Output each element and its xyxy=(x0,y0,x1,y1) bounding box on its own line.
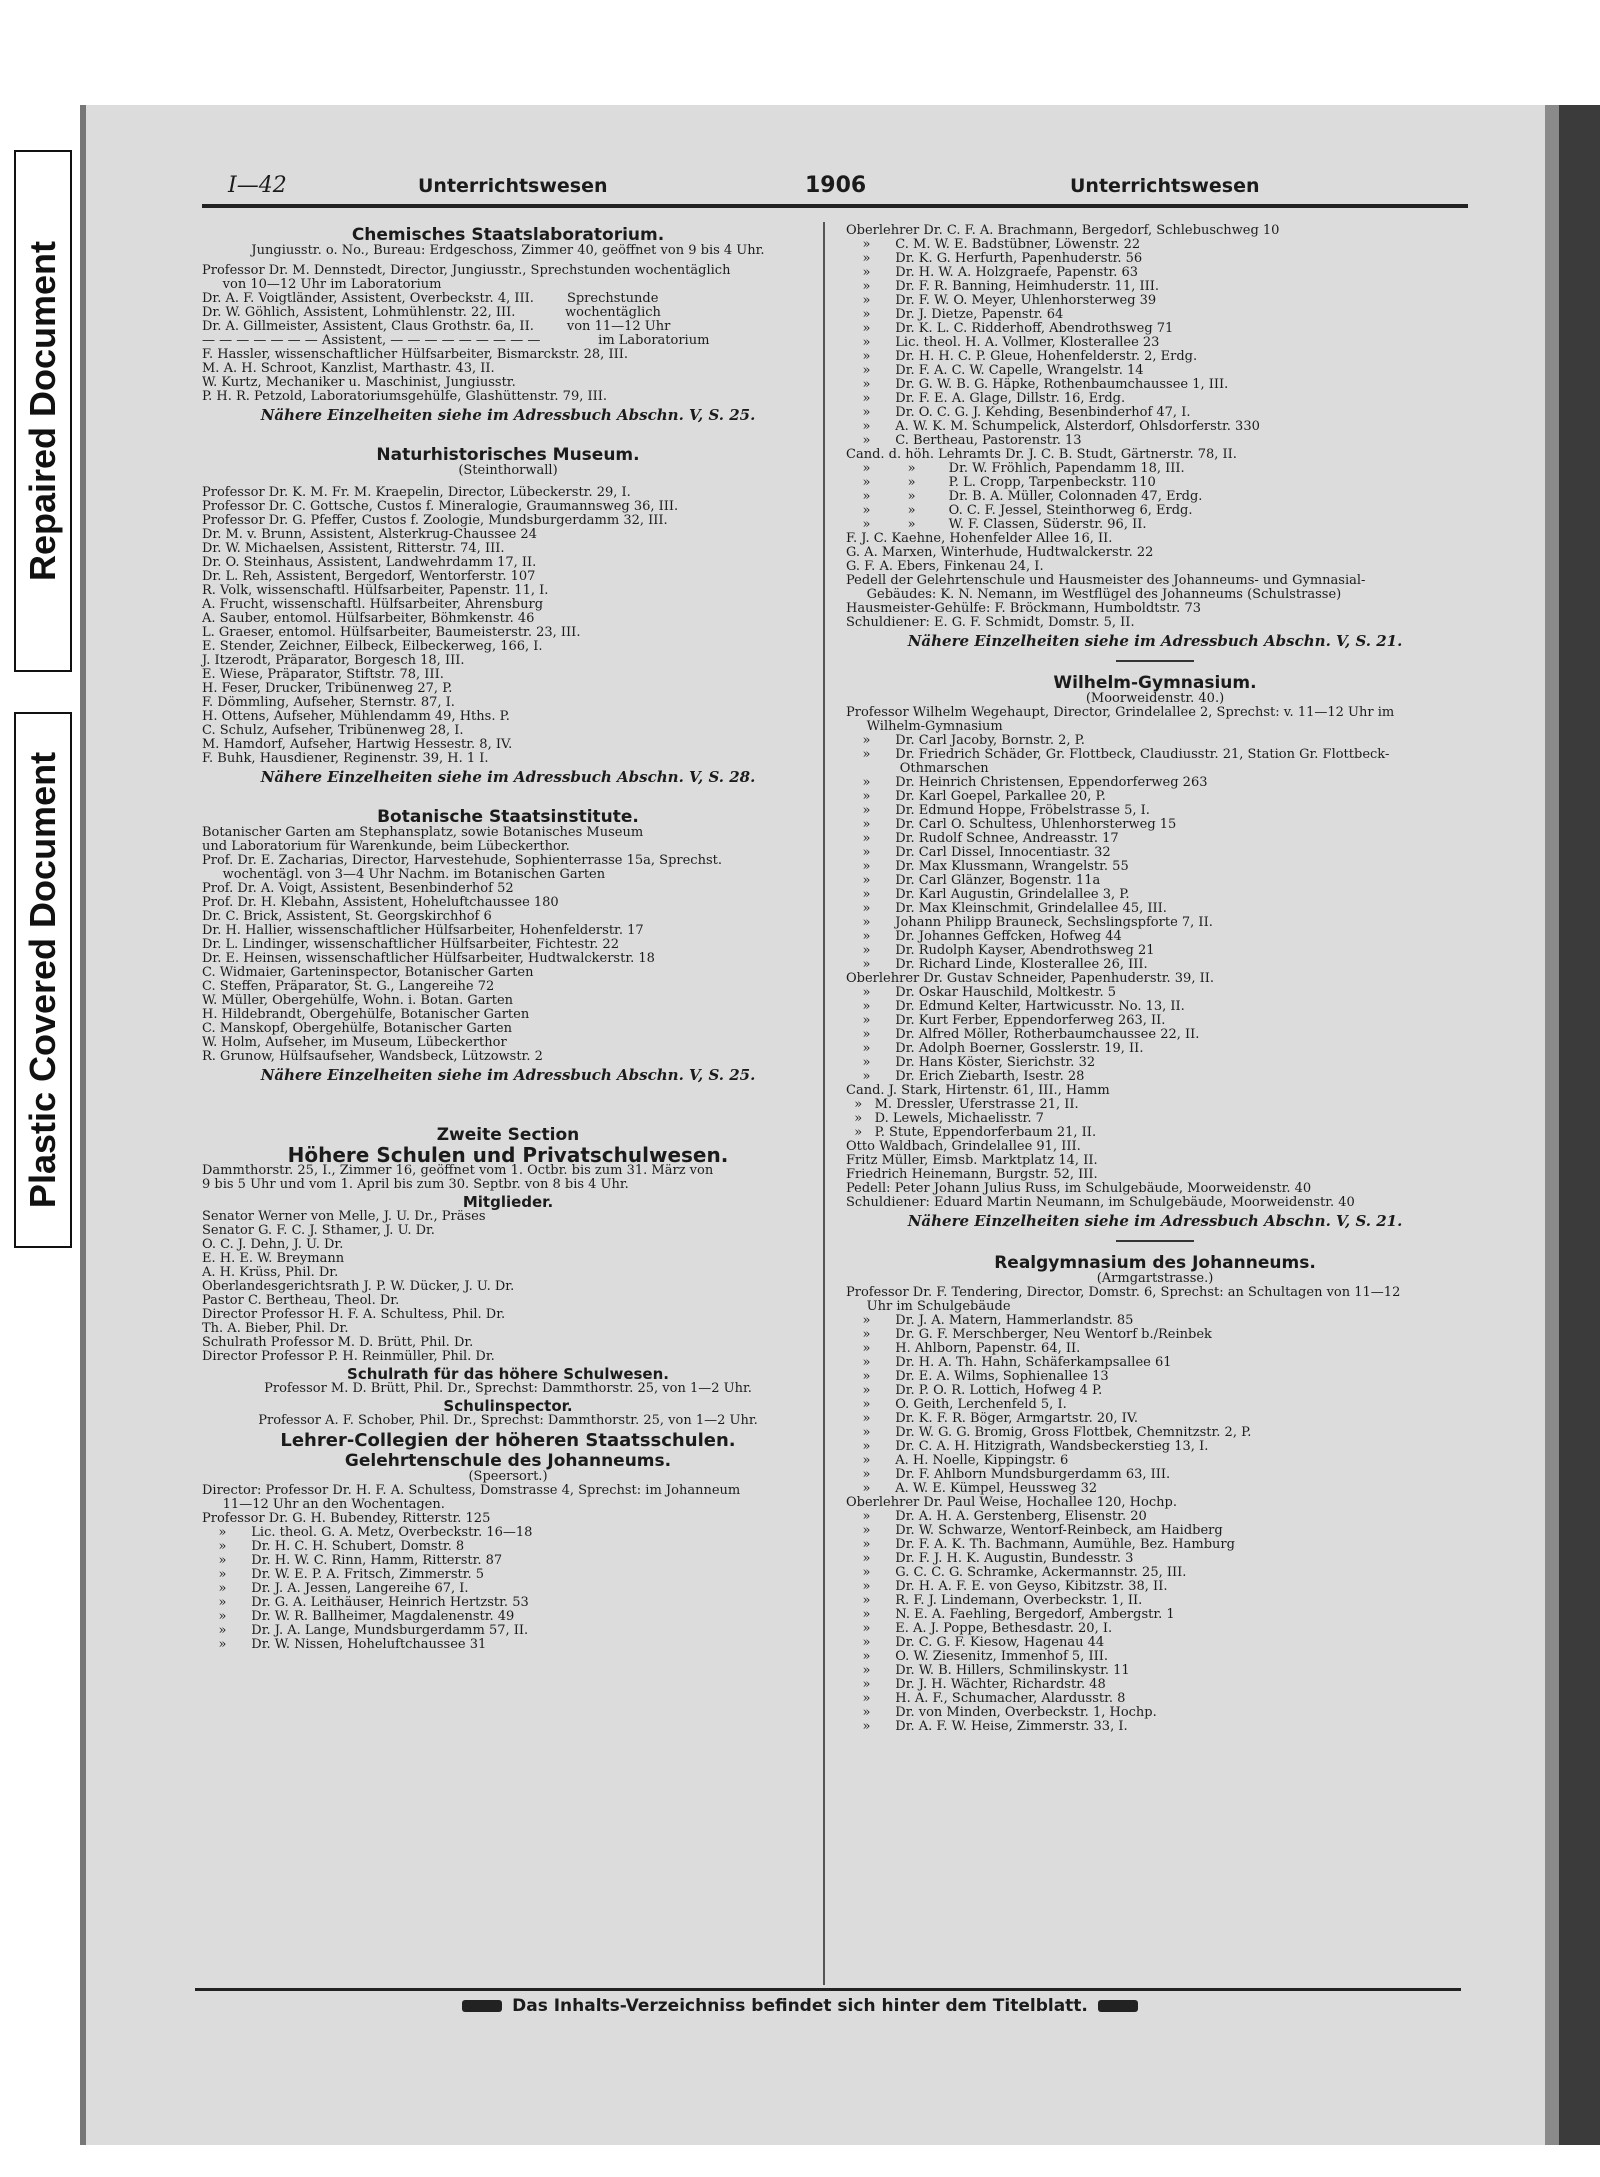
entry-line: » Dr. H. W. A. Holzgraefe, Papenstr. 63 xyxy=(846,265,1139,280)
entry-line: Othmarschen xyxy=(846,761,989,776)
entry-line: F. Dömmling, Aufseher, Sternstr. 87, I. xyxy=(202,695,455,710)
entry-line: » P. Stute, Eppendorferbaum 21, II. xyxy=(846,1125,1097,1140)
chem-ref: Nähere Einzelheiten siehe im Adressbuch Abschn. V, S. 25. xyxy=(260,406,756,424)
gelehrten-sub: (Speersort.) xyxy=(468,1469,548,1484)
entry-line: Dr. E. Heinsen, wissenschaftlicher Hülfsarbeiter, Hudtwalckerstr. 18 xyxy=(202,951,655,966)
entry-line: Oberlehrer Dr. Paul Weise, Hochallee 120, Hochp. xyxy=(846,1495,1177,1510)
plastic-covered-label: Plastic Covered Document xyxy=(22,751,63,1209)
entry-line: » Dr. Hans Köster, Sierichstr. 32 xyxy=(846,1055,1096,1070)
entry-line: » Dr. K. G. Herfurth, Papenhuderstr. 56 xyxy=(846,251,1143,266)
entry-line: » Dr. H. A. Th. Hahn, Schäferkampsallee 61 xyxy=(846,1355,1172,1370)
entry-line: » Dr. J. A. Jessen, Langereihe 67, I. xyxy=(202,1581,469,1596)
entry-line: Oberlandesgerichtsrath J. P. W. Dücker, J. U. Dr. xyxy=(202,1279,515,1294)
entry-line: H. Ottens, Aufseher, Mühlendamm 49, Hths. P. xyxy=(202,709,510,724)
entry-line: » Dr. Max Klussmann, Wrangelstr. 55 xyxy=(846,859,1129,874)
entry-line: » Lic. theol. H. A. Vollmer, Klosterallee 23 xyxy=(846,335,1160,350)
entry-line: und Laboratorium für Warenkunde, beim Lübeckerthor. xyxy=(202,839,570,854)
page-right-edge xyxy=(1545,105,1559,2145)
entry-line: Dr. L. Reh, Assistent, Bergedorf, Wentorferstr. 107 xyxy=(202,569,536,584)
entry-line: » Dr. Erich Ziebarth, Isestr. 28 xyxy=(846,1069,1085,1084)
entry-line: Prof. Dr. H. Klebahn, Assistent, Hoheluftchaussee 180 xyxy=(202,895,559,910)
entry-line: » Dr. G. W. B. G. Häpke, Rothenbaumchaussee 1, III. xyxy=(846,377,1229,392)
entry-line: C. Steffen, Präparator, St. G., Langereihe 72 xyxy=(202,979,495,994)
chem-list xyxy=(202,264,814,404)
entry-line: E. Wiese, Präparator, Stiftstr. 78, III. xyxy=(202,667,444,682)
entry-line: » Dr. F. A. C. W. Capelle, Wrangelstr. 14 xyxy=(846,363,1144,378)
entry-line: P. H. R. Petzold, Laboratoriumsgehülfe, Glashüttenstr. 79, III. xyxy=(202,389,608,404)
entry-line: F. Buhk, Hausdiener, Reginenstr. 39, H. 1 I. xyxy=(202,751,489,766)
entry-line: » R. F. J. Lindemann, Overbeckstr. 1, II. xyxy=(846,1593,1143,1608)
entry-line: » Dr. F. R. Banning, Heimhuderstr. 11, III. xyxy=(846,279,1160,294)
museum-ref: Nähere Einzelheiten siehe im Adressbuch Abschn. V, S. 28. xyxy=(260,768,756,786)
entry-line: » » Dr. B. A. Müller, Colonnaden 47, Erdg. xyxy=(846,489,1203,504)
entry-line: Otto Waldbach, Grindelallee 91, III. xyxy=(846,1139,1081,1154)
entry-line: Friedrich Heinemann, Burgstr. 52, III. xyxy=(846,1167,1098,1182)
entry-line: » Dr. O. C. G. J. Kehding, Besenbinderhof 47, I. xyxy=(846,405,1191,420)
real-list xyxy=(846,1286,1464,1734)
entry-line: W. Kurtz, Mechaniker u. Maschinist, Jungiusstr. xyxy=(202,375,516,390)
entry-line: » Dr. W. G. G. Bromig, Gross Flottbek, Chemnitzstr. 2, P. xyxy=(846,1425,1252,1440)
entry-line: Oberlehrer Dr. Gustav Schneider, Papenhuderstr. 39, II. xyxy=(846,971,1214,986)
entry-line: » Dr. P. O. R. Lottich, Hofweg 4 P. xyxy=(846,1383,1103,1398)
entry-line: » Dr. H. H. C. P. Gleue, Hohenfelderstr. 2, Erdg. xyxy=(846,349,1198,364)
entry-line: » Dr. F. W. O. Meyer, Uhlenhorsterweg 39 xyxy=(846,293,1157,308)
entry-line: » Dr. Edmund Kelter, Hartwicusstr. No. 13, II. xyxy=(846,999,1185,1014)
schulrath-line: Professor M. D. Brütt, Phil. Dr., Sprechst: Dammthorstr. 25, von 1—2 Uhr. xyxy=(264,1381,752,1396)
entry-line: Dr. W. Michaelsen, Assistent, Ritterstr. 74, III. xyxy=(202,541,505,556)
entry-line: » Dr. A. F. W. Heise, Zimmerstr. 33, I. xyxy=(846,1719,1128,1734)
entry-line: » Dr. Friedrich Schäder, Gr. Flottbeck, Claudiusstr. 21, Station Gr. Flottbeck- xyxy=(846,747,1390,762)
wilhelm-ref: Nähere Einzelheiten siehe im Adressbuch Abschn. V, S. 21. xyxy=(907,1212,1403,1230)
entry-line: » Dr. W. R. Ballheimer, Magdalenenstr. 49 xyxy=(202,1609,515,1624)
entry-line: Gebäudes: K. N. Nemann, im Westflügel des Johanneums (Schulstrasse) xyxy=(846,587,1342,602)
entry-line: H. Hildebrandt, Obergehülfe, Botanischer Garten xyxy=(202,1007,530,1022)
entry-line: » A. H. Noelle, Kippingstr. 6 xyxy=(846,1453,1069,1468)
pointing-hand-icon xyxy=(1098,2000,1138,2012)
gelehrten-list xyxy=(202,1484,814,1652)
separator xyxy=(1116,1240,1194,1242)
entry-line: A. Frucht, wissenschaftl. Hülfsarbeiter, Ahrensburg xyxy=(202,597,544,612)
entry-line: » Dr. F. E. A. Glage, Dillstr. 16, Erdg. xyxy=(846,391,1126,406)
entry-line: » Dr. K. L. C. Ridderhoff, Abendrothsweg 71 xyxy=(846,321,1174,336)
entry-line: Schulrath Professor M. D. Brütt, Phil. Dr. xyxy=(202,1335,474,1350)
entry-line: A. H. Krüss, Phil. Dr. xyxy=(202,1265,339,1280)
entry-line: » Dr. von Minden, Overbeckstr. 1, Hochp. xyxy=(846,1705,1157,1720)
entry-line: Dr. A. F. Voigtländer, Assistent, Overbeckstr. 4, III. Sprechstunde xyxy=(202,291,659,306)
entry-line: » Dr. Johannes Geffcken, Hofweg 44 xyxy=(846,929,1122,944)
entry-line: Professor Dr. C. Gottsche, Custos f. Mineralogie, Graumannsweg 36, III. xyxy=(202,499,679,514)
botanik-title: Botanische Staatsinstitute. xyxy=(377,807,639,827)
entry-line: H. Feser, Drucker, Tribünenweg 27, P. xyxy=(202,681,453,696)
museum-list xyxy=(202,486,814,766)
entry-line: Professor Dr. K. M. Fr. M. Kraepelin, Director, Lübeckerstr. 29, I. xyxy=(202,485,631,500)
entry-line: Pastor C. Bertheau, Theol. Dr. xyxy=(202,1293,400,1308)
entry-line: » Dr. J. A. Lange, Mundsburgerdamm 57, II. xyxy=(202,1623,529,1638)
entry-line: M. A. H. Schroot, Kanzlist, Marthastr. 43, II. xyxy=(202,361,495,376)
entry-line: » Dr. Richard Linde, Klosterallee 26, III. xyxy=(846,957,1148,972)
entry-line: Dr. O. Steinhaus, Assistent, Landwehrdamm 17, II. xyxy=(202,555,537,570)
entry-line: R. Grunow, Hülfsaufseher, Wandsbeck, Lützowstr. 2 xyxy=(202,1049,543,1064)
entry-line: Professor Dr. G. Pfeffer, Custos f. Zoologie, Mundsburgerdamm 32, III. xyxy=(202,513,668,528)
entry-line: Schuldiener: E. G. F. Schmidt, Domstr. 5, II. xyxy=(846,615,1135,630)
entry-line: » Dr. A. H. A. Gerstenberg, Elisenstr. 20 xyxy=(846,1509,1147,1524)
entry-line: » D. Lewels, Michaelisstr. 7 xyxy=(846,1111,1044,1126)
entry-line: » Dr. C. A. H. Hitzigrath, Wandsbeckerstieg 13, I. xyxy=(846,1439,1209,1454)
entry-line: Senator G. F. C. J. Sthamer, J. U. Dr. xyxy=(202,1223,435,1238)
entry-line: Director Professor H. F. A. Schultess, Phil. Dr. xyxy=(202,1307,506,1322)
inspector-title: Schulinspector. xyxy=(443,1397,573,1415)
entry-line: F. Hassler, wissenschaftlicher Hülfsarbeiter, Bismarckstr. 28, III. xyxy=(202,347,628,362)
entry-line: » Dr. W. B. Hillers, Schmilinskystr. 11 xyxy=(846,1663,1130,1678)
entry-line: » » W. F. Classen, Süderstr. 96, II. xyxy=(846,517,1147,532)
entry-line: » Dr. H. A. F. E. von Geyso, Kibitzstr. 38, II. xyxy=(846,1579,1168,1594)
botanik-list xyxy=(202,826,814,1064)
entry-line: » Dr. F. Ahlborn Mundsburgerdamm 63, III. xyxy=(846,1467,1171,1482)
entry-line: von 10—12 Uhr im Laboratorium xyxy=(202,277,442,292)
botanik-ref: Nähere Einzelheiten siehe im Adressbuch Abschn. V, S. 25. xyxy=(260,1066,756,1084)
entry-line: » Dr. Rudolf Schnee, Andreasstr. 17 xyxy=(846,831,1119,846)
entry-line: Dr. C. Brick, Assistent, St. Georgskirchhof 6 xyxy=(202,909,492,924)
right-column xyxy=(846,224,1464,1734)
entry-line: » Dr. F. J. H. K. Augustin, Bundesstr. 3 xyxy=(846,1551,1134,1566)
entry-line: » A. W. K. M. Schumpelick, Alsterdorf, Ohlsdorferstr. 330 xyxy=(846,419,1260,434)
gelehrten-ref: Nähere Einzelheiten siehe im Adressbuch Abschn. V, S. 21. xyxy=(907,632,1403,650)
entry-line: Th. A. Bieber, Phil. Dr. xyxy=(202,1321,349,1336)
entry-line: Schuldiener: Eduard Martin Neumann, im Schulgebäude, Moorweidenstr. 40 xyxy=(846,1195,1355,1210)
entry-line: Dr. A. Gillmeister, Assistent, Claus Grothstr. 6a, II. von 11—12 Uhr xyxy=(202,319,671,334)
museum-sub: (Steinthorwall) xyxy=(458,463,558,478)
real-sub: (Armgartstrasse.) xyxy=(1096,1271,1214,1286)
entry-line: C. Schulz, Aufseher, Tribünenweg 28, I. xyxy=(202,723,464,738)
entry-line: Prof. Dr. E. Zacharias, Director, Harvestehude, Sophienterrasse 15a, Sprechst. xyxy=(202,853,722,868)
entry-line: » » P. L. Cropp, Tarpenbeckstr. 110 xyxy=(846,475,1156,490)
wilhelm-title: Wilhelm-Gymnasium. xyxy=(1053,673,1257,693)
wilhelm-sub: (Moorweidenstr. 40.) xyxy=(1085,691,1225,706)
separator xyxy=(1116,660,1194,662)
entry-line: Professor Dr. M. Dennstedt, Director, Jungiusstr., Sprechstunden wochentäglich xyxy=(202,263,731,278)
chem-address: Jungiusstr. o. No., Bureau: Erdgeschoss, Zimmer 40, geöffnet von 9 bis 4 Uhr. xyxy=(251,243,765,258)
entry-line: Professor Dr. F. Tendering, Director, Domstr. 6, Sprechst: an Schultagen von 11—12 xyxy=(846,1285,1401,1300)
entry-line: Prof. Dr. A. Voigt, Assistent, Besenbinderhof 52 xyxy=(202,881,514,896)
entry-line: » Dr. Carl Dissel, Innocentiastr. 32 xyxy=(846,845,1111,860)
entry-line: » Johann Philipp Brauneck, Sechslingspforte 7, II. xyxy=(846,915,1213,930)
gelehrten-title: Gelehrtenschule des Johanneums. xyxy=(344,1451,672,1471)
pointing-hand-icon xyxy=(462,2000,502,2012)
scan-dark-margin xyxy=(1559,105,1600,2145)
entry-line: Pedell der Gelehrtenschule und Hausmeister des Johanneums- und Gymnasial- xyxy=(846,573,1366,588)
entry-line: » Dr. E. A. Wilms, Sophienallee 13 xyxy=(846,1369,1109,1384)
entry-line: F. J. C. Kaehne, Hohenfelder Allee 16, II. xyxy=(846,531,1113,546)
entry-line: » Dr. G. A. Leithäuser, Heinrich Hertzstr. 53 xyxy=(202,1595,529,1610)
entry-line: R. Volk, wissenschaftl. Hülfsarbeiter, Papenstr. 11, I. xyxy=(202,583,549,598)
inspector-line: Professor A. F. Schober, Phil. Dr., Sprechst: Dammthorstr. 25, von 1—2 Uhr. xyxy=(258,1413,758,1428)
entry-line: Dammthorstr. 25, I., Zimmer 16, geöffnet vom 1. Octbr. bis zum 31. März von xyxy=(202,1163,714,1178)
entry-line: Hausmeister-Gehülfe: F. Bröckmann, Humboldtstr. 73 xyxy=(846,601,1201,616)
entry-line: » Dr. Kurt Ferber, Eppendorferweg 263, II. xyxy=(846,1013,1166,1028)
members-list xyxy=(202,1210,814,1364)
entry-line: Dr. H. Hallier, wissenschaftlicher Hülfsarbeiter, Hohenfelderstr. 17 xyxy=(202,923,644,938)
entry-line: » Dr. Heinrich Christensen, Eppendorferweg 263 xyxy=(846,775,1208,790)
entry-line: C. Manskopf, Obergehülfe, Botanischer Garten xyxy=(202,1021,512,1036)
entry-line: » A. W. E. Kümpel, Heussweg 32 xyxy=(846,1481,1098,1496)
entry-line: » Dr. Edmund Hoppe, Fröbelstrasse 5, I. xyxy=(846,803,1150,818)
real-title: Realgymnasium des Johanneums. xyxy=(994,1253,1316,1273)
entry-line: G. A. Marxen, Winterhude, Hudtwalckerstr. 22 xyxy=(846,545,1154,560)
entry-line: Botanischer Garten am Stephansplatz, sowie Botanisches Museum xyxy=(202,825,644,840)
header-rule xyxy=(202,204,1468,208)
entry-line: » Dr. Oskar Hauschild, Moltkestr. 5 xyxy=(846,985,1117,1000)
chem-title: Chemisches Staatslaboratorium. xyxy=(351,225,665,245)
entry-line: Dr. W. Göhlich, Assistent, Lohmühlenstr. 22, III. wochentäglich xyxy=(202,305,661,320)
entry-line: » Dr. G. F. Merschberger, Neu Wentorf b./Reinbek xyxy=(846,1327,1212,1342)
entry-line: » Dr. F. A. K. Th. Bachmann, Aumühle, Bez. Hamburg xyxy=(846,1537,1235,1552)
schulrath-title: Schulrath für das höhere Schulwesen. xyxy=(347,1365,669,1383)
entry-line: Cand. d. höh. Lehramts Dr. J. C. B. Studt, Gärtnerstr. 78, II. xyxy=(846,447,1237,462)
entry-line: wochentägl. von 3—4 Uhr Nachm. im Botanischen Garten xyxy=(202,867,606,882)
section-title: Zweite Section xyxy=(436,1125,580,1145)
wilhelm-list xyxy=(846,706,1464,1210)
column-divider xyxy=(823,222,825,1985)
footer-note xyxy=(0,1996,1600,2016)
entry-line: 9 bis 5 Uhr und vom 1. April bis zum 30. Septbr. von 8 bis 4 Uhr. xyxy=(202,1177,629,1192)
entry-line: 11—12 Uhr an den Wochentagen. xyxy=(202,1497,445,1512)
members-title: Mitglieder. xyxy=(462,1193,554,1211)
entry-line: J. Itzerodt, Präparator, Borgesch 18, III. xyxy=(202,653,465,668)
section-subtitle: Höhere Schulen und Privatschulwesen. xyxy=(287,1143,729,1167)
entry-line: » Dr. J. A. Matern, Hammerlandstr. 85 xyxy=(846,1313,1134,1328)
left-column xyxy=(202,222,814,1652)
entry-line: » Dr. Carl Jacoby, Bornstr. 2, P. xyxy=(846,733,1085,748)
entry-line: » » Dr. W. Fröhlich, Papendamm 18, III. xyxy=(846,461,1185,476)
header-year: 1906 xyxy=(805,173,867,198)
entry-line: — — — — — — — Assistent, — — — — — — — — — im Laboratorium xyxy=(202,333,710,348)
entry-line: Dr. M. v. Brunn, Assistent, Alsterkrug-Chaussee 24 xyxy=(202,527,537,542)
entry-line: » Dr. Carl O. Schultess, Uhlenhorsterweg 15 xyxy=(846,817,1177,832)
entry-line: » Dr. W. Nissen, Hoheluftchaussee 31 xyxy=(202,1637,487,1652)
entry-line: » Dr. J. H. Wächter, Richardstr. 48 xyxy=(846,1677,1106,1692)
entry-line: » Dr. C. G. F. Kiesow, Hagenau 44 xyxy=(846,1635,1105,1650)
entry-line: » Dr. Max Kleinschmit, Grindelallee 45, III. xyxy=(846,901,1167,916)
entry-line: » Dr. Karl Augustin, Grindelallee 3, P. xyxy=(846,887,1130,902)
entry-line: » Dr. K. F. R. Böger, Armgartstr. 20, IV. xyxy=(846,1411,1139,1426)
entry-line: L. Graeser, entomol. Hülfsarbeiter, Baumeisterstr. 23, III. xyxy=(202,625,581,640)
entry-line: » H. Ahlborn, Papenstr. 64, II. xyxy=(846,1341,1081,1356)
entry-line: » » O. C. F. Jessel, Steinthorweg 6, Erdg. xyxy=(846,503,1193,518)
entry-line: » M. Dressler, Uferstrasse 21, II. xyxy=(846,1097,1079,1112)
entry-line: Pedell: Peter Johann Julius Russ, im Schulgebäude, Moorweidenstr. 40 xyxy=(846,1181,1312,1196)
entry-line: » N. E. A. Faehling, Bergedorf, Ambergstr. 1 xyxy=(846,1607,1175,1622)
footer-text: Das Inhalts-Verzeichniss befindet sich hinter dem Titelblatt. xyxy=(512,1996,1088,2016)
entry-line: » O. W. Ziesenitz, Immenhof 5, III. xyxy=(846,1649,1108,1664)
page-number: I—42 xyxy=(228,173,287,198)
entry-line: W. Müller, Obergehülfe, Wohn. i. Botan. Garten xyxy=(202,993,514,1008)
entry-line: » Dr. Rudolph Kayser, Abendrothsweg 21 xyxy=(846,943,1155,958)
entry-line: E. Stender, Zeichner, Eilbeck, Eilbeckerweg, 166, I. xyxy=(202,639,543,654)
entry-line: » Dr. Carl Glänzer, Bogenstr. 11a xyxy=(846,873,1101,888)
museum-title: Naturhistorisches Museum. xyxy=(376,445,640,465)
entry-line: Professor Dr. G. H. Bubendey, Ritterstr. 125 xyxy=(202,1511,491,1526)
entry-line: O. C. J. Dehn, J. U. Dr. xyxy=(202,1237,344,1252)
entry-line: M. Hamdorf, Aufseher, Hartwig Hessestr. 8, IV. xyxy=(202,737,513,752)
entry-line: » Dr. W. E. P. A. Fritsch, Zimmerstr. 5 xyxy=(202,1567,485,1582)
entry-line: W. Holm, Aufseher, im Museum, Lübeckerthor xyxy=(202,1035,507,1050)
gelehrten-cont-list xyxy=(846,224,1464,630)
entry-line: E. H. E. W. Breymann xyxy=(202,1251,345,1266)
entry-line: Oberlehrer Dr. C. F. A. Brachmann, Bergedorf, Schlebuschweg 10 xyxy=(846,223,1280,238)
collegien-title: Lehrer-Collegien der höheren Staatsschulen. xyxy=(280,1430,736,1451)
plastic-covered-label-box xyxy=(14,712,72,1248)
entry-line: » G. C. C. G. Schramke, Ackermannstr. 25, III. xyxy=(846,1565,1187,1580)
bottom-rule xyxy=(195,1988,1461,1991)
entry-line: Professor Wilhelm Wegehaupt, Director, Grindelallee 2, Sprechst: v. 11—12 Uhr im xyxy=(846,705,1395,720)
repaired-document-label: Repaired Document xyxy=(22,240,63,582)
entry-line: » Dr. Alfred Möller, Rotherbaumchaussee 22, II. xyxy=(846,1027,1200,1042)
entry-line: Wilhelm-Gymnasium xyxy=(846,719,1003,734)
entry-line: » C. Bertheau, Pastorenstr. 13 xyxy=(846,433,1082,448)
entry-line: Director: Professor Dr. H. F. A. Schultess, Domstrasse 4, Sprechst: im Johanneum xyxy=(202,1483,741,1498)
entry-line: » Dr. Adolph Boerner, Gosslerstr. 19, II. xyxy=(846,1041,1144,1056)
entry-line: Cand. J. Stark, Hirtenstr. 61, III., Hamm xyxy=(846,1083,1110,1098)
entry-line: Uhr im Schulgebäude xyxy=(846,1299,1011,1314)
entry-line: C. Widmaier, Garteninspector, Botanischer Garten xyxy=(202,965,534,980)
entry-line: » Dr. J. Dietze, Papenstr. 64 xyxy=(846,307,1064,322)
section-address xyxy=(202,1164,814,1192)
entry-line: » Dr. W. Schwarze, Wentorf-Reinbeck, am Haidberg xyxy=(846,1523,1223,1538)
entry-line: Fritz Müller, Eimsb. Marktplatz 14, II. xyxy=(846,1153,1098,1168)
entry-line: Dr. L. Lindinger, wissenschaftlicher Hülfsarbeiter, Fichtestr. 22 xyxy=(202,937,619,952)
header-right-title: Unterrichtswesen xyxy=(1070,175,1260,197)
entry-line: » Lic. theol. G. A. Metz, Overbeckstr. 16—18 xyxy=(202,1525,533,1540)
entry-line: Senator Werner von Melle, J. U. Dr., Präses xyxy=(202,1209,486,1224)
entry-line: G. F. A. Ebers, Finkenau 24, I. xyxy=(846,559,1044,574)
entry-line: » Dr. H. W. C. Rinn, Hamm, Ritterstr. 87 xyxy=(202,1553,503,1568)
entry-line: A. Sauber, entomol. Hülfsarbeiter, Böhmkenstr. 46 xyxy=(202,611,535,626)
header-left-title: Unterrichtswesen xyxy=(418,175,608,197)
entry-line: » H. A. F., Schumacher, Alardusstr. 8 xyxy=(846,1691,1126,1706)
entry-line: Director Professor P. H. Reinmüller, Phil. Dr. xyxy=(202,1349,495,1364)
entry-line: » Dr. H. C. H. Schubert, Domstr. 8 xyxy=(202,1539,465,1554)
entry-line: » Dr. Karl Goepel, Parkallee 20, P. xyxy=(846,789,1106,804)
entry-line: » E. A. J. Poppe, Bethesdastr. 20, I. xyxy=(846,1621,1113,1636)
entry-line: » C. M. W. E. Badstübner, Löwenstr. 22 xyxy=(846,237,1141,252)
entry-line: » O. Geith, Lerchenfeld 5, I. xyxy=(846,1397,1067,1412)
repaired-document-label-box xyxy=(14,150,72,672)
